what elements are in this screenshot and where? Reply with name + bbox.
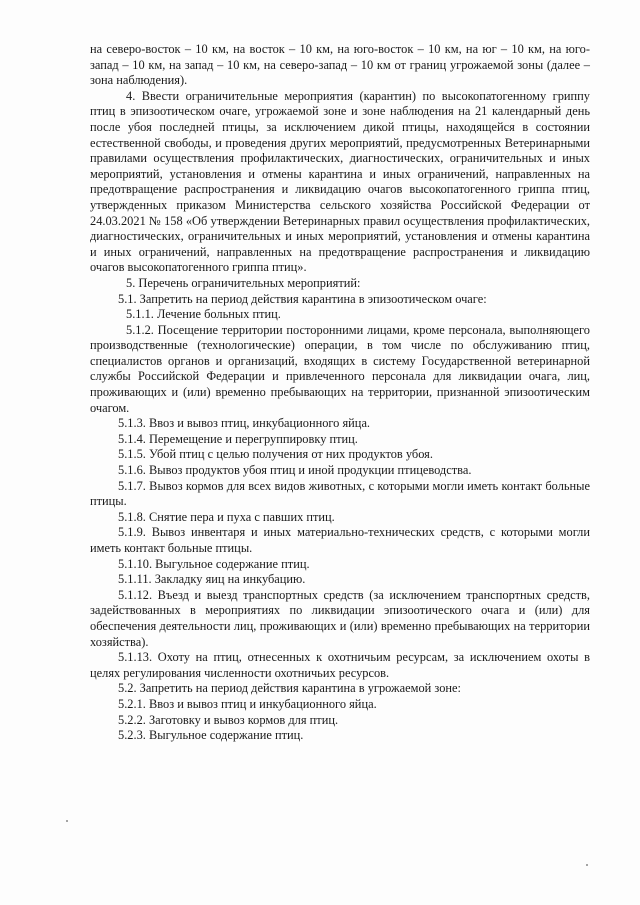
paragraph-4-quarantine: 4. Ввести ограничительные мероприятия (карантин) по высокопатогенному гриппу птиц в эпизоотическом очаге, угрожаемой зоне и зоне наблюдения на 21 календарный день после убоя последней птицы, за исключением дикой птицы, находящейся в состоянии естественной свободы, и проведения других мероприятий, предусмотренных Ветеринарными правилами осуществления профилактических, диагностических, ограничительных и иных мероприятий, установления и отмены карантина и иных ограничений, направленных на предотвращение распространения и ликвидацию очагов высокопатогенного гриппа птиц, утвержденных приказом Министерства сельского хозяйства Российской Федерации от 24.03.2021 № 158 «Об утверждении Ветеринарных правил осуществления профилактических, диагностических, ограничительных и иных мероприятий, установления и отмены карантина и иных ограничений, направленных на предотвращение распространения и ликвидацию очагов высокопатогенного гриппа птиц». (90, 88, 590, 275)
paragraph-5-2-1: 5.2.1. Ввоз и вывоз птиц и инкубационного яйца. (118, 696, 377, 711)
paragraph-5-1-5: 5.1.5. Убой птиц с целью получения от них продуктов убоя. (118, 447, 433, 462)
paragraph-5-list-heading: 5. Перечень ограничительных мероприятий: (126, 275, 361, 290)
document-body (90, 42, 590, 744)
paragraph-continuation: на северо-восток – 10 км, на восток – 10 км, на юго-восток – 10 км, на юг – 10 км, на юго-запад – 10 км, на запад – 10 км, на северо-запад – 10 км от границ угрожаемой зоны (далее – зона наблюдения). (90, 42, 590, 88)
paragraph-5-1-3: 5.1.3. Ввоз и вывоз птиц, инкубационного яйца. (118, 416, 371, 431)
paragraph-5-2: 5.2. Запретить на период действия карантина в угрожаемой зоне: (118, 681, 461, 696)
paragraph-5-1: 5.1. Запретить на период действия карантина в эпизоотическом очаге: (118, 291, 487, 306)
paragraph-5-1-8: 5.1.8. Снятие пера и пуха с павших птиц. (118, 509, 335, 524)
paragraph-5-2-2: 5.2.2. Заготовку и вывоз кормов для птиц. (118, 712, 339, 727)
paragraph-5-1-1: 5.1.1. Лечение больных птиц. (126, 307, 281, 322)
paragraph-5-1-6: 5.1.6. Вывоз продуктов убоя птиц и иной продукции птицеводства. (118, 463, 472, 478)
paragraph-5-1-9: 5.1.9. Вывоз инвентаря и иных материально-технических средств, с которыми могли иметь контакт больные птицы. (90, 525, 590, 555)
paragraph-5-1-13: 5.1.13. Охоту на птиц, отнесенных к охотничьим ресурсам, за исключением охоты в целях регулирования численности охотничьих ресурсов. (90, 650, 590, 680)
paragraph-5-1-10: 5.1.10. Выгульное содержание птиц. (118, 556, 310, 571)
scan-speck (66, 820, 68, 822)
paragraph-5-1-4: 5.1.4. Перемещение и перегруппировку птиц. (118, 431, 358, 446)
paragraph-5-2-3: 5.2.3. Выгульное содержание птиц. (118, 728, 304, 743)
scan-speck (586, 864, 588, 866)
paragraph-5-1-7: 5.1.7. Вывоз кормов для всех видов животных, с которыми могли иметь контакт больные птицы. (90, 478, 590, 509)
paragraph-5-1-2: 5.1.2. Посещение территории посторонними лицами, кроме персонала, выполняющего производственные (технологические) операции, в том числе по обслуживанию птиц, специалистов органов и организаций, входящих в систему Государственной ветеринарной службы Российской Федерации и привлеченного персонала для ликвидации очага, лиц, проживающих и (или) временно пребывающих на территории, признанной эпизоотическим очагом. (90, 322, 590, 415)
paragraph-5-1-11: 5.1.11. Закладку яиц на инкубацию. (118, 572, 306, 587)
paragraph-5-1-12: 5.1.12. Въезд и выезд транспортных средств (за исключением транспортных средств, задействованных в мероприятиях по ликвидации эпизоотического очага и (или) для обеспечения деятельности лиц, проживающих и (или) временно пребывающих на территории хозяйства). (90, 587, 590, 649)
